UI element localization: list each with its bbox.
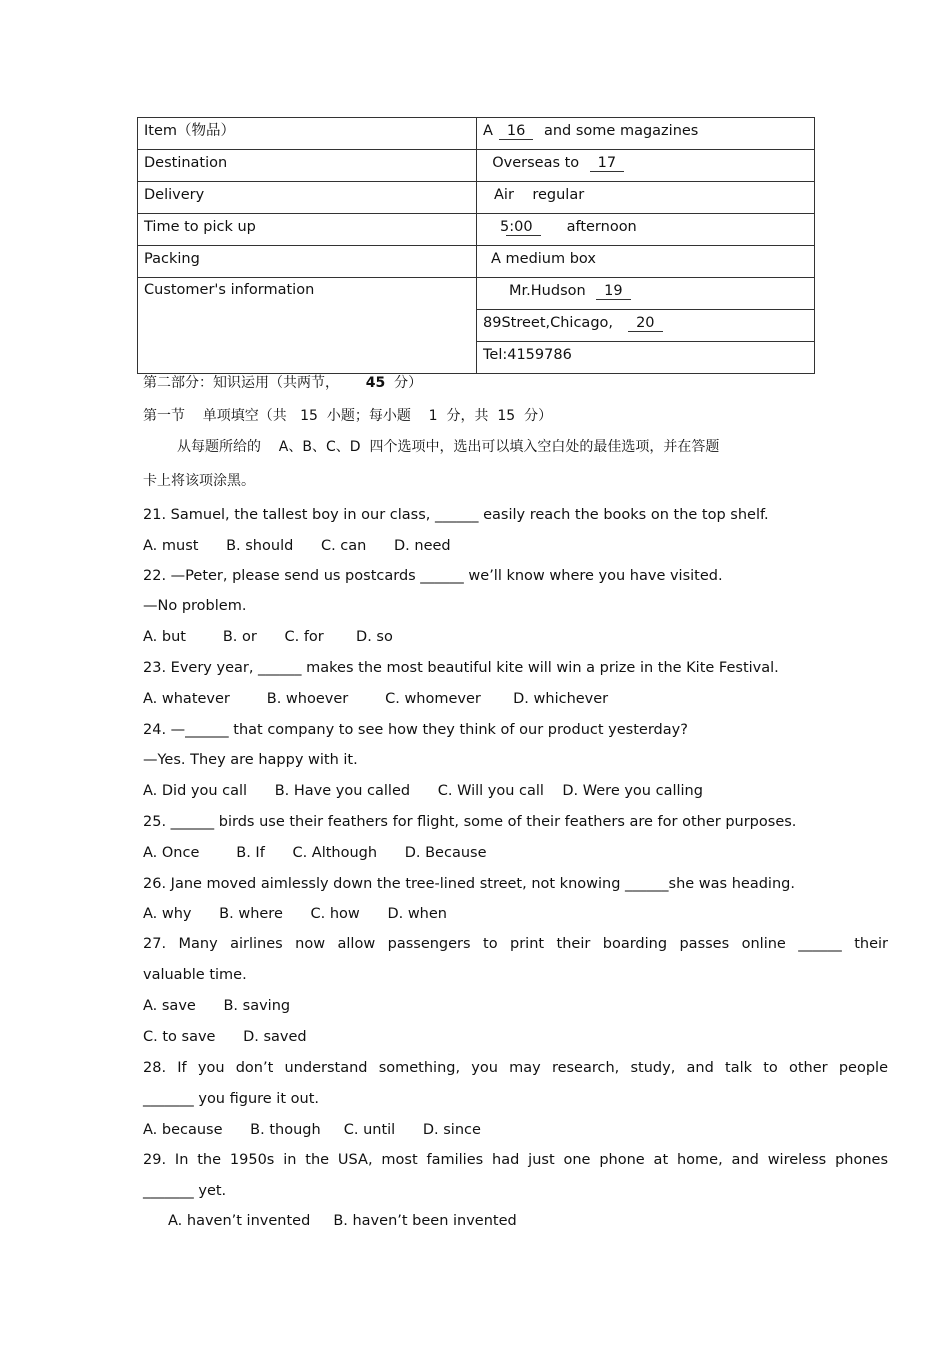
order-form-table — [137, 117, 815, 374]
question-27-stem-2: valuable time. — [143, 967, 247, 983]
blank-16: 16 — [506, 123, 526, 139]
destination-value: Overseas to 17 — [477, 150, 815, 182]
customer-address: 89Street,Chicago, 20 — [477, 310, 815, 342]
table-row — [138, 150, 815, 182]
question-28-stem: 28. If you don’t understand something, you may research, study, and talk to other people — [143, 1060, 888, 1076]
table-row — [138, 278, 815, 310]
question-28-stem-2: _______ you figure it out. — [143, 1091, 319, 1107]
packing-label: Packing — [138, 246, 477, 278]
question-24-stem: 24. —______ that company to see how they think of our product yesterday? — [143, 722, 688, 738]
question-23-options: A. whatever B. whoever C. whomever D. whichever — [143, 691, 609, 707]
instruction-line-1: 从每题所给的 A、B、C、D 四个选项中，选出可以填入空白处的最佳选项，并在答题 — [177, 439, 720, 455]
item-value: A 16 and some magazines — [477, 118, 815, 150]
table-row — [138, 246, 815, 278]
blank-18: 00 — [514, 219, 533, 235]
question-22-stem: 22. —Peter, please send us postcards ______ we’ll know where you have visited. — [143, 568, 723, 584]
part-heading: 第二部分：知识运用（共两节， 45 分） — [143, 375, 423, 391]
pickup-value: 5:00 afternoon — [477, 214, 815, 246]
question-25-options: A. Once B. If C. Although D. Because — [143, 845, 487, 861]
question-29-stem-2: _______ yet. — [143, 1183, 227, 1199]
blank-20: 20 — [636, 315, 655, 331]
question-27-stem: 27. Many airlines now allow passengers to print their boarding passes online ______ their — [143, 936, 888, 952]
question-26-options: A. why B. where C. how D. when — [143, 906, 447, 922]
question-23-stem: 23. Every year, ______ makes the most beautiful kite will win a prize in the Kite Festival. — [143, 660, 779, 676]
delivery-label: Delivery — [138, 182, 477, 214]
table-row — [138, 182, 815, 214]
item-label: Item（物品） — [138, 118, 477, 150]
question-22-options: A. but B. or C. for D. so — [143, 629, 393, 645]
table-row — [138, 118, 815, 150]
question-21-stem: 21. Samuel, the tallest boy in our class, ______ easily reach the books on the top shelf. — [143, 507, 769, 523]
question-29-stem: 29. In the 1950s in the USA, most families had just one phone at home, and wireless phones — [143, 1152, 888, 1168]
question-24-options: A. Did you call B. Have you called C. Will you call D. Were you calling — [143, 783, 703, 799]
destination-label: Destination — [138, 150, 477, 182]
question-24-stem-2: —Yes. They are happy with it. — [143, 752, 358, 768]
customer-name: Mr.Hudson 19 — [477, 278, 815, 310]
question-21-options: A. must B. should C. can D. need — [143, 538, 451, 554]
question-26-stem: 26. Jane moved aimlessly down the tree-lined street, not knowing ______she was heading. — [143, 876, 795, 892]
packing-value: A medium box — [477, 246, 815, 278]
question-27-options-2: C. to save D. saved — [143, 1029, 307, 1045]
customer-tel: Tel:4159786 — [477, 342, 815, 374]
question-27-options: A. save B. saving — [143, 998, 291, 1014]
question-22-stem-2: —No problem. — [143, 598, 247, 614]
customer-label: Customer's information — [138, 278, 477, 374]
question-28-options: A. because B. though C. until D. since — [143, 1122, 481, 1138]
instruction-line-2: 卡上将该项涂黑。 — [143, 473, 255, 489]
blank-19: 19 — [604, 283, 623, 299]
pickup-label: Time to pick up — [138, 214, 477, 246]
question-29-options: A. haven’t invented B. haven’t been invented — [168, 1213, 517, 1229]
delivery-value: Air regular — [477, 182, 815, 214]
table-row — [138, 214, 815, 246]
section-heading: 第一节 单项填空（共 15 小题；每小题 1 分，共 15 分） — [143, 408, 553, 424]
question-25-stem: 25. ______ birds use their feathers for flight, some of their feathers are for other purposes. — [143, 814, 797, 830]
blank-17: 17 — [597, 155, 617, 171]
